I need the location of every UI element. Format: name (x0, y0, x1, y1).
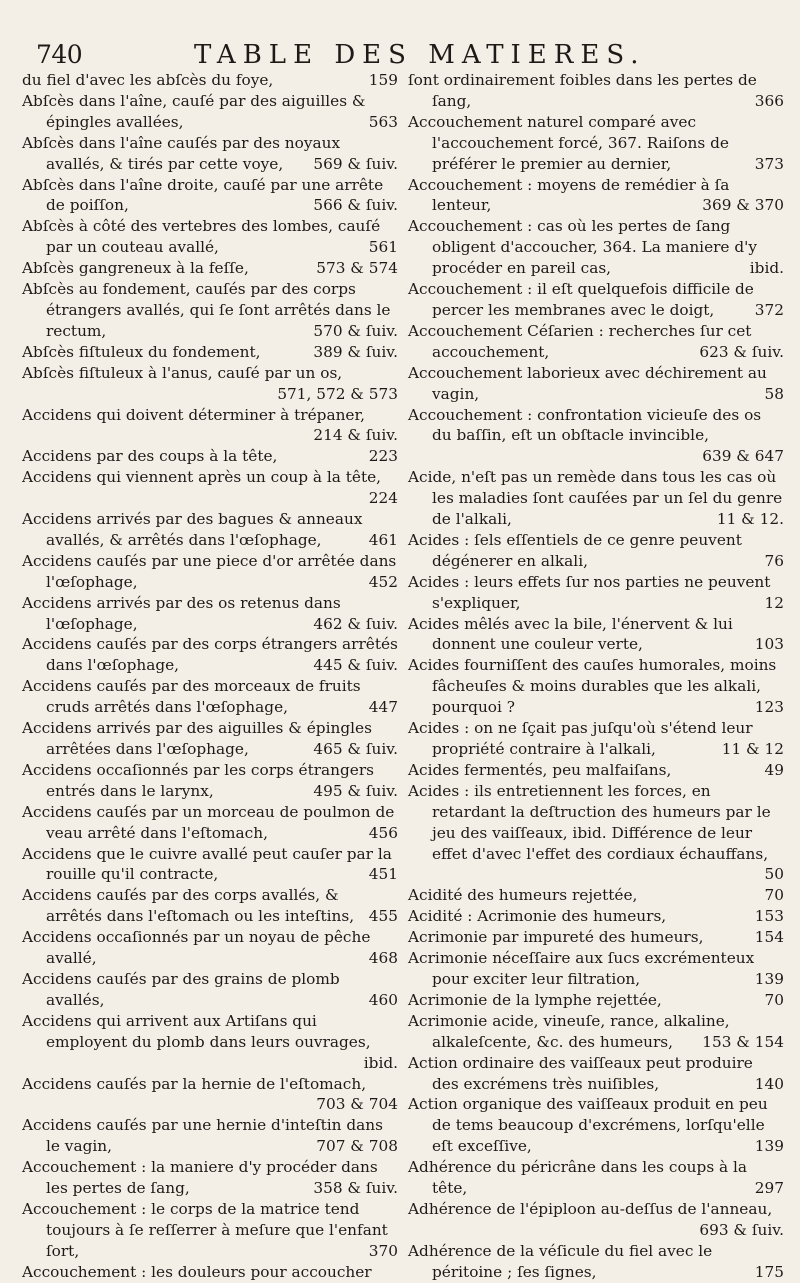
index-entry-page: 224 (368, 489, 398, 508)
index-entry-text: Acrimonie par impureté des humeurs, (408, 928, 704, 947)
index-entry (22, 885, 398, 927)
index-entry-page: 460 (368, 990, 398, 1009)
index-entry-page: 495 & ſuiv. (313, 781, 398, 800)
index-entry (22, 405, 398, 447)
index-entry-text: Acrimonie acide, vineuſe, rance, alkaline, alkaleſcente, &c. des humeurs, (408, 1011, 730, 1051)
index-entry-text: Acide, n'eſt pas un remède dans tous les cas où les maladies ſont cauſées par un ſel du genre de l'alkali, (408, 468, 783, 529)
index-entry-page: 566 & ſuiv. (313, 196, 398, 215)
index-entry-text: Accouchement laborieux avec déchirement au vagin, (408, 363, 767, 403)
index-entry-text: Accouchement : confrontation vicieuſe des os du baſſin, eſt un obſtacle invincible, (408, 405, 762, 445)
index-entry-page: 693 & ſuiv. (699, 1220, 784, 1239)
index-entry-page: 571, 572 & 573 (277, 384, 398, 403)
index-entry-page: 468 (368, 949, 398, 968)
index-entry (22, 342, 398, 363)
index-entry-page: 372 (754, 300, 784, 319)
index-entry-page: 70 (764, 990, 784, 1009)
index-entry-page: 373 (754, 154, 784, 173)
index-entry-page: 11 & 12 (721, 740, 784, 758)
index-entry-text: Action organique des vaiſſeaux produit en peu de tems beaucoup d'excrémens, lorſqu'elle eſt exceſſive, (408, 1095, 768, 1156)
index-entry-text: du fiel d'avec les abſcès du foye, (22, 71, 274, 89)
index-entry-page: 297 (754, 1179, 784, 1198)
index-entry-page: 366 (754, 91, 784, 110)
index-entry-page: 139 (754, 1137, 784, 1156)
index-entry-text: Accouchement : le corps de la matrice tend toujours à ſe reſſerrer à meſure que l'enfant ſort, (22, 1199, 388, 1260)
index-entry-page: 456 (368, 823, 398, 842)
index-entry-page: 569 & ſuiv. (313, 154, 398, 173)
index-entry-text: Acides fourniſſent des cauſes humorales, moins fâcheuſes & moins durables que les alkali, pourquoi ? (408, 656, 777, 717)
index-entry-text: Abſcès fiſtuleux du fondement, (22, 342, 261, 361)
index-entry (408, 655, 784, 718)
index-entry-text: Abſcès dans l'aîne cauſés par des noyaux avallés, & tirés par cette voye, (22, 133, 341, 173)
index-entry-text: ſont ordinairement foibles dans les pertes de ſang, (408, 71, 757, 110)
index-entry-page: 462 & ſuiv. (313, 614, 398, 633)
index-entry-text: Accouchement : cas où les pertes de ſang obligent d'accoucher, 364. La maniere d'y procéder en pareil cas, (408, 217, 757, 278)
index-entry (22, 133, 398, 175)
index-entry-page: 370 (368, 1241, 398, 1260)
index-entry (22, 969, 398, 1011)
index-entry-text: Accidens arrivés par des bagues & anneaux avallés, & arrêtés dans l'œſophage, (22, 510, 363, 549)
index-entry-text: Accouchement : la maniere d'y procéder dans les pertes de ſang, (22, 1158, 378, 1198)
index-entry-page: 358 & ſuiv. (313, 1179, 398, 1198)
index-entry-text: Accouchement : les douleurs pour accoucher (22, 1262, 372, 1281)
index-entry (408, 885, 784, 906)
index-entry (22, 467, 398, 509)
index-entry (408, 530, 784, 572)
index-entry-page: 703 & 704 (316, 1095, 398, 1114)
index-entry (408, 70, 784, 112)
index-entry (22, 1011, 398, 1074)
index-entry-page: 570 & ſuiv. (313, 321, 398, 340)
index-entry-text: Acidité : Acrimonie des humeurs, (408, 907, 667, 926)
index-entry (408, 760, 784, 781)
index-entry-page: 70 (764, 886, 784, 905)
index-entry (22, 216, 398, 258)
index-entry-page: 623 & ſuiv. (699, 342, 784, 361)
index-entry-page: 49 (764, 760, 784, 779)
index-entry-page: 369 & 370 (702, 196, 784, 215)
index-entry (22, 175, 398, 217)
index-entry-text: Accidens occaſionnés par les corps étrangers entrés dans le larynx, (22, 760, 375, 800)
index-entry (22, 927, 398, 969)
index-entry-text: Abſcès fiſtuleux à l'anus, cauſé par un os, (22, 363, 343, 382)
index-entry-page: 223 (368, 447, 398, 466)
index-entry-page: 76 (764, 551, 784, 570)
index-entry (408, 1094, 784, 1157)
index-entry-page: 465 & ſuiv. (313, 740, 398, 758)
index-entry (22, 1074, 398, 1116)
index-entry-text: Abſcès dans l'aîne, cauſé par des aiguilles & épingles avallées, (22, 91, 366, 131)
index-entry-page: 561 (368, 238, 398, 257)
index-entry (22, 1199, 398, 1262)
index-entry-text: Abſcès au fondement, cauſés par des corps étrangers avallés, qui ſe ſont arrêtés dans le rectum, (22, 280, 391, 340)
page-number: 740 (36, 40, 83, 69)
index-entry-text: Acides fermentés, peu malfaiſans, (408, 760, 672, 779)
index-entry-page: 159 (368, 71, 398, 89)
index-entry (408, 1157, 784, 1199)
index-entry-page: 153 (754, 907, 784, 926)
index-entry (22, 676, 398, 718)
index-entry (22, 258, 398, 279)
index-entry-page: 58 (764, 384, 784, 403)
index-entry-text: Adhérence de l'épiploon au-deſſus de l'anneau, (408, 1199, 773, 1218)
index-entry (408, 781, 784, 886)
left-column (22, 70, 398, 1283)
index-entry (408, 467, 784, 530)
index-entry-text: Accidens cauſés par une hernie d'inteſtin dans le vagin, (22, 1116, 384, 1156)
index-entry-text: Acidité des humeurs rejettée, (408, 886, 638, 905)
index-entry-text: Accidens qui arrivent aux Artiſans qui employent du plomb dans leurs ouvrages, (22, 1011, 371, 1051)
index-entry-text: Accidens arrivés par des os retenus dans l'œſophage, (22, 593, 341, 633)
index-entry-page: 389 & ſuiv. (313, 342, 398, 361)
index-entry-page: 573 & 574 (316, 259, 398, 278)
index-entry-page: 153 & 154 (702, 1032, 784, 1051)
index-entry-page: 11 & 12. (716, 510, 784, 529)
index-entry-page: 139 (754, 969, 784, 988)
index-entry-text: Acides mêlés avec la bile, l'énervent & lui donnent une couleur verte, (408, 614, 733, 654)
index-entry-text: Acides : ils entretiennent les forces, en retardant la deſtruction des humeurs par le jeu des vaiſſeaux, ibid. Différence de leur effet d'avec l'effet des cordiaux échauffans, (408, 781, 771, 863)
index-entry-page: 445 & ſuiv. (313, 656, 398, 675)
index-entry-text: Abſcès à côté des vertebres des lombes, cauſé par un couteau avallé, (22, 217, 381, 257)
index-entry-page: 452 (368, 572, 398, 591)
index-entry-text: Accidens cauſés par la hernie de l'eſtomach, (22, 1074, 367, 1093)
index-entry-page: 447 (368, 698, 398, 717)
index-entry-text: Abſcès gangreneux à la feſſe, (22, 259, 249, 278)
page-header (22, 40, 784, 70)
index-entry (408, 718, 784, 760)
index-entry-text: Accouchement naturel comparé avec l'accouchement forcé, 367. Raiſons de préférer le premier au dernier, (408, 112, 729, 173)
index-entry (22, 91, 398, 133)
index-entry (22, 509, 398, 551)
index-entry-text: Abſcès dans l'aîne droite, cauſé par une arrête de poiſſon, (22, 175, 384, 215)
index-entry (408, 405, 784, 468)
index-entry (22, 363, 398, 405)
index-entry-text: Accidens cauſés par des morceaux de fruits cruds arrêtés dans l'œſophage, (22, 677, 361, 717)
index-entry-page: 461 (368, 530, 398, 549)
index-entry-page: 175 (754, 1262, 784, 1281)
index-entry-page: 140 (754, 1074, 784, 1093)
index-entry (408, 1199, 784, 1241)
index-entry-text: Adhérence de la véſicule du fiel avec le péritoine ; ſes ſignes, (408, 1241, 713, 1281)
index-entry (22, 1115, 398, 1157)
index-entry (22, 70, 398, 91)
index-entry-text: Accidens par des coups à la tête, (22, 447, 278, 466)
index-entry-text: Accidens cauſés par une piece d'or arrêtée dans l'œſophage, (22, 551, 397, 591)
index-entry-page: 455 (368, 907, 398, 926)
index-entry (22, 593, 398, 635)
index-entry-text: Adhérence du péricrâne dans les coups à la tête, (408, 1158, 748, 1198)
index-entry-page: 563 (368, 112, 398, 131)
index-entry (408, 216, 784, 279)
index-entry (408, 948, 784, 990)
index-entry (408, 1241, 784, 1283)
index-entry (408, 279, 784, 321)
index-entry-page: 123 (754, 698, 784, 717)
index-entry (408, 1053, 784, 1095)
index-entry-text: Accidens cauſés par des grains de plomb avallés, (22, 969, 340, 1009)
index-entry-text: Acides : leurs effets ſur nos parties ne peuvent s'expliquer, (408, 572, 771, 612)
index-entry (22, 718, 398, 760)
index-entry-text: Accouchement : il eſt quelquefois difficile de percer les membranes avec le doigt, (408, 280, 754, 319)
index-entry-text: Accidens qui viennent après un coup à la tête, (22, 468, 382, 487)
index-entry (408, 906, 784, 927)
index-entry (408, 927, 784, 948)
index-entry-page: 12 (764, 593, 784, 612)
index-entry-text: Accouchement Céſarien : recherches ſur cet accouchement, (408, 321, 752, 361)
index-entry (408, 112, 784, 175)
index-entry-text: Acrimonie de la lymphe rejettée, (408, 990, 662, 1009)
index-entry-page: ibid. (363, 1053, 398, 1072)
index-entry-page: 214 & ſuiv. (313, 426, 398, 445)
index-entry-page: ibid. (749, 259, 784, 278)
index-entry (22, 1262, 398, 1283)
index-entry-text: Accidens occaſionnés par un noyau de pêche avallé, (22, 928, 371, 968)
index-entry-text: Accidens cauſés par un morceau de poulmon de veau arrêté dans l'eſtomach, (22, 802, 395, 842)
index-entry (408, 572, 784, 614)
index-entry-text: Accidens cauſés par des corps avallés, & arrêtés dans l'eſtomach ou les inteſtins, (22, 886, 355, 926)
index-entry (22, 760, 398, 802)
index-entry-page: 103 (754, 635, 784, 654)
index-entry (408, 1011, 784, 1053)
index-entry-page: 707 & 708 (316, 1137, 398, 1156)
index-entry (22, 551, 398, 593)
index-columns (22, 70, 784, 1283)
index-entry-text: Acides : ſels eſſentiels de ce genre peuvent dégénerer en alkali, (408, 530, 742, 570)
index-entry-text: Acrimonie néceſſaire aux ſucs excrémenteux pour exciter leur filtration, (408, 949, 755, 988)
right-column (408, 70, 784, 1283)
index-entry (408, 614, 784, 656)
index-entry-page: 154 (754, 928, 784, 947)
index-entry (408, 175, 784, 217)
index-entry (22, 802, 398, 844)
index-entry-text: Accidens que le cuivre avallé peut cauſer par la rouille qu'il contracte, (22, 844, 392, 884)
index-entry-text: Accidens cauſés par des corps étrangers arrêtés dans l'œſophage, (22, 635, 398, 675)
index-entry-text: Accouchement : moyens de remédier à ſa lenteur, (408, 175, 730, 215)
index-entry-text: Accidens qui doivent déterminer à trépaner, (22, 405, 365, 424)
index-entry-text: Acides : on ne ſçait pas juſqu'où s'étend leur propriété contraire à l'alkali, (408, 719, 753, 758)
index-entry (408, 363, 784, 405)
index-entry (22, 446, 398, 467)
running-title: TABLE DES MATIERES. (194, 40, 646, 70)
index-entry-page: 50 (764, 865, 784, 884)
index-entry (22, 844, 398, 886)
index-entry-page: 639 & 647 (702, 447, 784, 466)
index-entry (22, 279, 398, 342)
index-entry (22, 634, 398, 676)
index-entry (408, 321, 784, 363)
index-entry-text: Accidens arrivés par des aiguilles & épingles arrêtées dans l'œſophage, (22, 719, 372, 758)
index-entry-page: 451 (368, 865, 398, 884)
index-entry (22, 1157, 398, 1199)
index-entry-text: Action ordinaire des vaiſſeaux peut produire des excrémens très nuiſibles, (408, 1053, 753, 1093)
index-entry (408, 990, 784, 1011)
